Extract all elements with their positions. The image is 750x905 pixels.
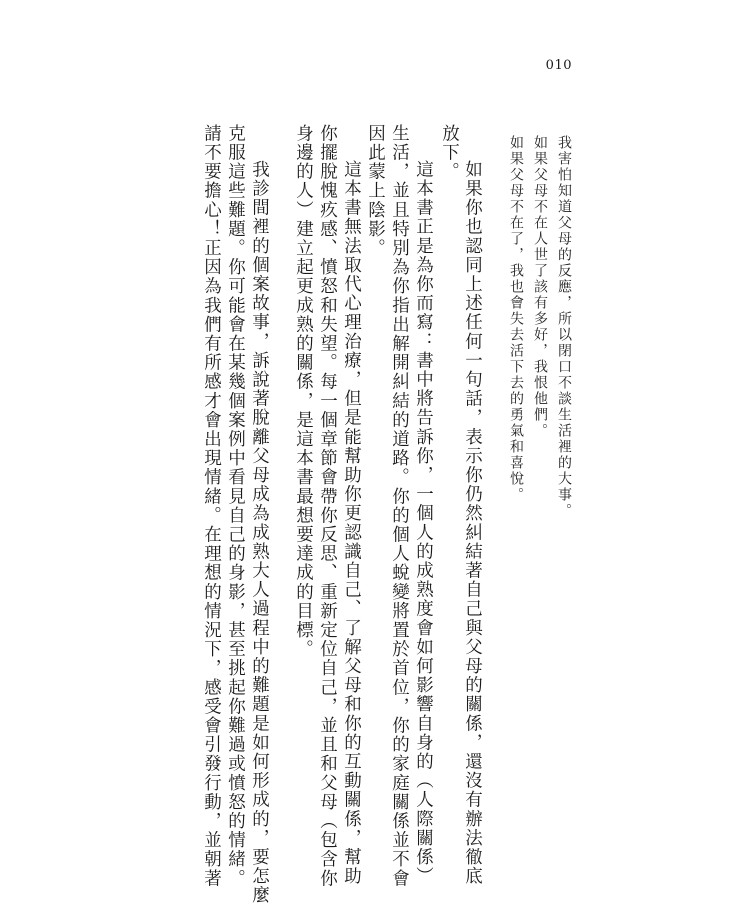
body-line: 因此蒙上陰影。 <box>365 124 386 258</box>
body-line: 我診間裡的個案故事，訴說著脫離父母成為成熟大人過程中的難題是如何形成的，要怎麼 <box>249 160 270 905</box>
body-line: 你擺脫愧疚感、憤怒和失望。每一個章節會帶你反思、重新定位自己，並且和父母（包含你 <box>317 124 338 888</box>
page-number: 010 <box>545 58 572 73</box>
body-line: 如果你也認同上述任何一句話，表示你仍然糾結著自己與父母的關係，還沒有辦法徹底 <box>462 160 483 886</box>
quote-line: 如果父母不在人世了該有多好，我恨他們。 <box>532 135 548 439</box>
body-line: 這本書無法取代心理治療，但是能幫助你更認識自己、了解父母和你的互動關係，幫助 <box>341 160 362 886</box>
body-line: 生活，並且特別為你指出解開糾結的道路。你的個人蛻變將置於首位，你的家庭關係並不會 <box>389 124 410 888</box>
body-line: 這本書正是為你而寫：書中將告訴你，一個人的成熟度會如何影響自身的（人際關係） <box>413 160 434 886</box>
quote-line: 我害怕知道父母的反應，所以閉口不談生活裡的大事。 <box>556 135 572 519</box>
quote-line: 如果父母不在了，我也會失去活下去的勇氣和喜悅。 <box>508 135 524 503</box>
body-line: 身邊的人）建立起更成熟的關係，是這本書最想要達成的目標。 <box>293 124 314 659</box>
body-line: 請不要擔心！正因為我們有所感才會出現情緒。在理想的情況下，感受會引發行動，並朝著 <box>201 124 222 888</box>
body-line: 放下。 <box>439 124 460 182</box>
body-line: 克服這些難題。你可能會在某幾個案例中看見自己的身影，甚至挑起你難過或憤怒的情緒。 <box>225 124 246 888</box>
